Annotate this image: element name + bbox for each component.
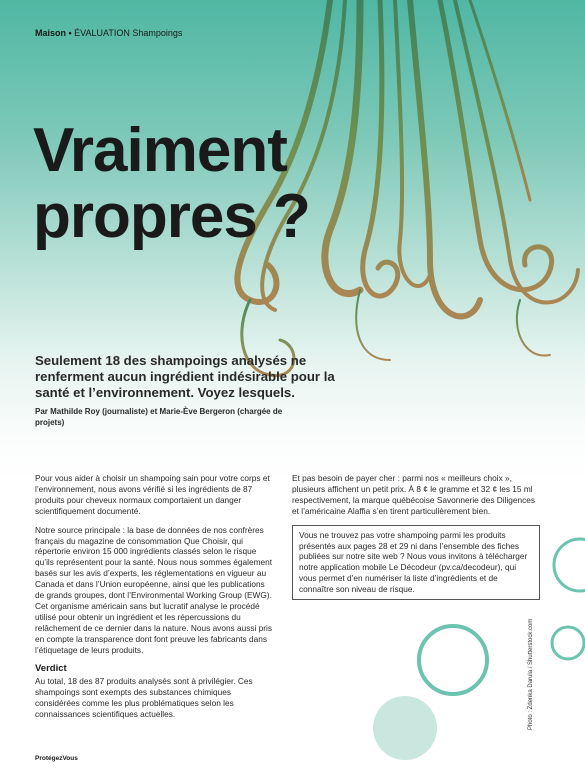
paragraph: Au total, 18 des 87 produits analysés sont à privilégier. Ces shampoings sont exempts des substances chimiques considérées comme les plus problématiques selon les connaissances scientifiques actuelles.: [35, 676, 253, 720]
magazine-footer: ProtégezVous: [35, 755, 78, 762]
paragraph: Et pas besoin de payer cher : parmi nos « meilleurs choix », plusieurs affichent un petit prix. À 8 ¢ le gramme et 32 ¢ les 15 ml respectivement, la marque québécoise Savonnerie des Diligences et l’américaine Alaffia s’en tirent particulièrement bien.: [292, 473, 536, 516]
title-line-2: propres ?: [33, 182, 310, 251]
info-box-text: Vous ne trouvez pas votre shampoing parmi les produits présentés aux pages 28 et 29 ni dans l’ensemble des fiches publiées sur notre site web ? Nous vous invitons à télécharger notre application mobile Le Décodeur (pv.ca/decodeur), qui vous permet d’en numériser la liste d’ingrédients et de connaître son niveau de risque.: [299, 529, 528, 595]
title-line-1: Vraiment: [33, 116, 287, 185]
info-box: [292, 525, 540, 600]
page-title: [33, 118, 310, 250]
section-kicker: [35, 28, 182, 38]
article-deck: Seulement 18 des shampoings analysés ne renferment aucun ingrédient indésirable pour la santé et l’environnement. Voyez lesquels.: [35, 353, 335, 400]
verdict-heading: Verdict: [35, 662, 67, 674]
kicker-section: Maison •: [35, 28, 72, 38]
kicker-topic: ÉVALUATION Shampoings: [74, 28, 183, 38]
article-byline: Par Mathilde Roy (journaliste) et Marie-Ève Bergeron (chargée de projets): [35, 407, 283, 427]
column-2: [292, 473, 540, 600]
paragraph: Notre source principale : la base de données de nos confrères français du magazine de consommation Que Choisir, qui répertorie environ 15 000 ingrédients classés selon le risque qu’ils représentent pour la santé. Nous nous sommes également basés sur les avis d’experts, les réglementations en vigueur au Canada et dans l’Union européenne, ainsi que les publications de grands groupes, dont l’Environmental Working Group (EWG). Cet organisme américain sans but lucratif analyse le procédé utilisé pour obtenir un ingrédient et les répercussions du relâchement de ce dernier dans la nature. Nous avons aussi pris en compte la transparence dont font preuve les fabricants dans l’étiquetage de leurs produits.: [35, 524, 273, 655]
photo-credit: Photo : Zdenka Darula / Shutterstock.com: [528, 618, 534, 730]
column-1: [35, 473, 275, 728]
paragraph: Pour vous aider à choisir un shampoing sain pour votre corps et l’environnement, nous avons vérifié si les ingrédients de 87 produits pour cheveux normaux comportaient un danger scientifiquement documenté.: [35, 473, 270, 516]
